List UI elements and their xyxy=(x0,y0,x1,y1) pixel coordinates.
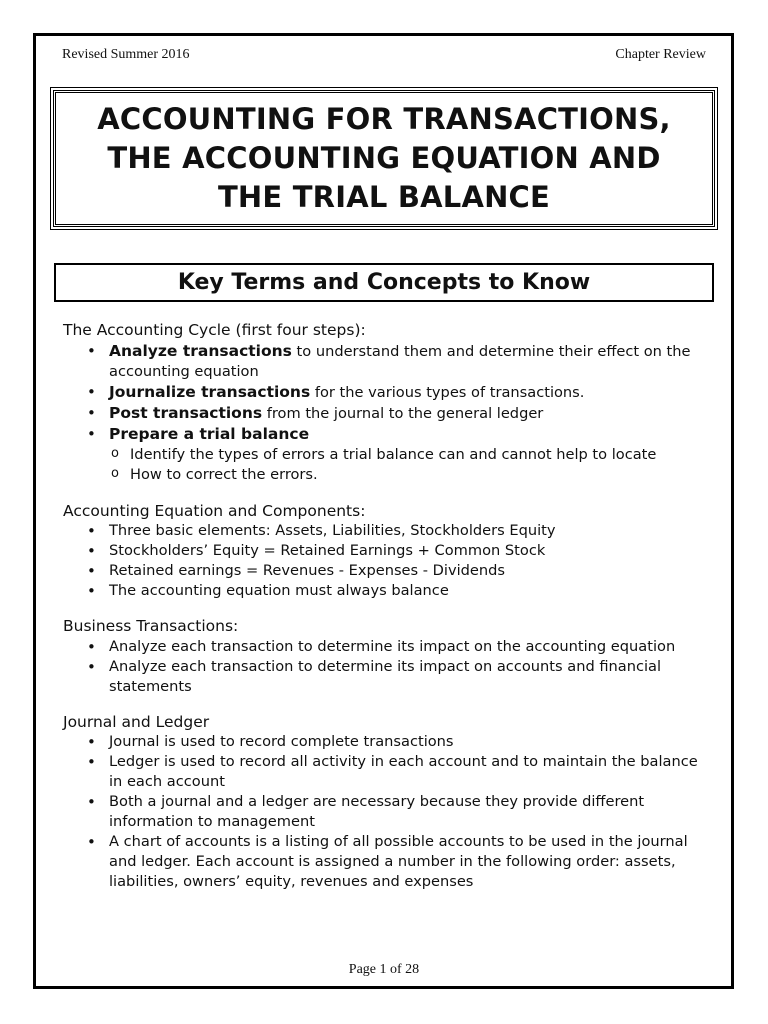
list-item: • The accounting equation must always balance xyxy=(63,581,713,601)
list-item: • Retained earnings = Revenues - Expenses - Dividends xyxy=(63,561,713,581)
sub-list-item: o Identify the types of errors a trial balance can and cannot help to locate xyxy=(63,445,713,466)
section-accounting-equation xyxy=(63,501,713,602)
section-heading: The Accounting Cycle (first four steps): xyxy=(63,321,366,339)
section-heading: Accounting Equation and Components: xyxy=(63,501,366,520)
list-item xyxy=(63,424,713,445)
section-accounting-cycle xyxy=(63,320,713,486)
list-item: • A chart of accounts is a listing of all possible accounts to be used in the journal and ledger. Each account is assigned a number in the following order: assets, liabilities, owners’ equity, revenues and expenses xyxy=(63,832,713,892)
bullet-list xyxy=(63,732,713,892)
section-business-transactions xyxy=(63,616,713,697)
key-terms-box xyxy=(54,263,714,302)
bullet-list xyxy=(63,637,713,697)
item-text: from the journal to the general ledger xyxy=(262,404,544,422)
item-text: for the various types of transactions. xyxy=(310,383,585,401)
list-item xyxy=(63,382,713,403)
bullet-list xyxy=(63,341,713,486)
title-box xyxy=(53,90,715,227)
item-text: to understand them and determine their effect on the accounting equation xyxy=(109,342,691,380)
bold-term: Prepare a trial balance xyxy=(109,424,310,443)
bold-term: Analyze transactions xyxy=(109,341,292,360)
list-item: • Ledger is used to record all activity in each account and to maintain the balance in each account xyxy=(63,752,713,792)
section-journal-ledger xyxy=(63,712,713,893)
list-item: • Journal is used to record complete transactions xyxy=(63,732,713,752)
bullet-list xyxy=(63,521,713,601)
list-item: • Stockholders’ Equity = Retained Earnings + Common Stock xyxy=(63,541,713,561)
revision-date: Revised Summer 2016 xyxy=(62,47,190,62)
key-terms-title: Key Terms and Concepts to Know xyxy=(177,270,591,295)
list-item xyxy=(63,403,713,424)
bold-term: Journalize transactions xyxy=(109,382,311,401)
title-line-2: THE ACCOUNTING EQUATION AND xyxy=(107,141,661,175)
bold-term: Post transactions xyxy=(109,403,263,422)
title-line-3: THE TRIAL BALANCE xyxy=(217,180,551,214)
section-heading: Journal and Ledger xyxy=(63,712,210,731)
list-item: • Analyze each transaction to determine its impact on accounts and financial statements xyxy=(63,657,713,697)
section-heading: Business Transactions: xyxy=(63,617,239,635)
list-item: • Analyze each transaction to determine its impact on the accounting equation xyxy=(63,637,713,657)
chapter-review-label: Chapter Review xyxy=(615,47,706,62)
list-item xyxy=(63,341,713,382)
content xyxy=(63,320,713,907)
list-item: • Three basic elements: Assets, Liabilities, Stockholders Equity xyxy=(63,521,713,541)
sub-list-item: o How to correct the errors. xyxy=(63,465,713,486)
list-item: • Both a journal and a ledger are necessary because they provide different information to management xyxy=(63,792,713,832)
page-number: Page 1 of 28 xyxy=(348,962,420,977)
title-line-1: ACCOUNTING FOR TRANSACTIONS, xyxy=(97,102,671,136)
